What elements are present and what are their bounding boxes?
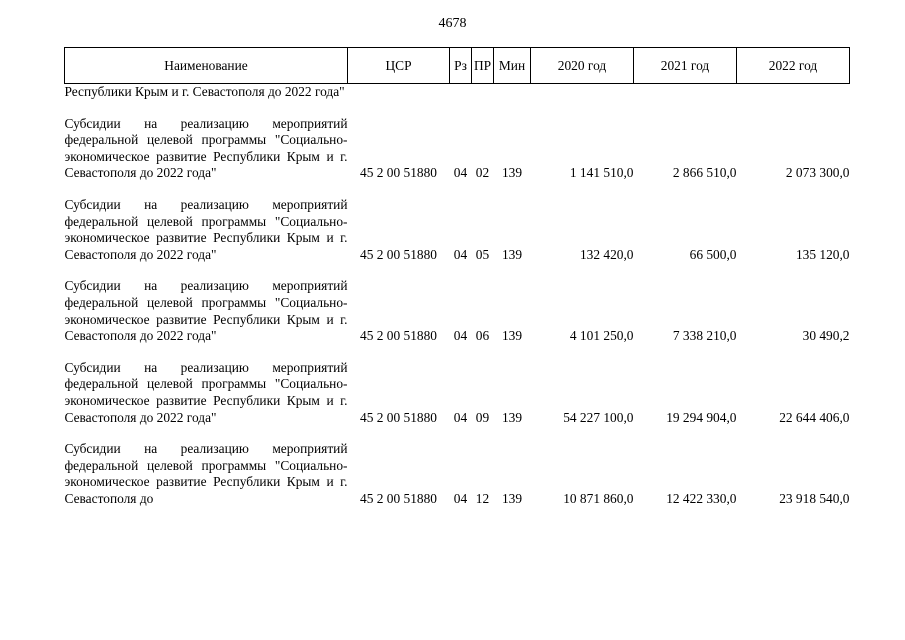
continuation-row	[65, 84, 850, 101]
row-name: Субсидии на реализацию мероприятий федеральной целевой программы "Социально-экономическое развитие Республики Крым и г. Севастополя до 2022 года"	[64, 115, 348, 181]
row-csr: 45 2 00 51880	[360, 165, 437, 181]
row-min: 139	[501, 165, 523, 181]
row-name: Субсидии на реализацию мероприятий федеральной целевой программы "Социально-экономическое развитие Республики Крым и г. Севастополя до 2022 года"	[64, 196, 348, 262]
row-rz: 04	[453, 328, 468, 344]
row-rz: 04	[453, 490, 468, 506]
row-2021: 7 338 210,0	[672, 328, 737, 344]
row-min: 139	[501, 246, 523, 262]
row-2020: 54 227 100,0	[563, 409, 634, 425]
row-2020: 4 101 250,0	[569, 328, 634, 344]
row-min: 139	[501, 409, 523, 425]
row-name: Субсидии на реализацию мероприятий федеральной целевой программы "Социально-экономическое развитие Республики Крым и г. Севастополя до 2022 года"	[64, 359, 348, 425]
row-pr: 05	[475, 246, 490, 262]
row-2020: 1 141 510,0	[569, 165, 634, 181]
row-csr: 45 2 00 51880	[360, 246, 437, 262]
row-rz: 04	[453, 165, 468, 181]
header-2020: 2020 год	[531, 48, 634, 84]
row-2022: 23 918 540,0	[779, 490, 850, 506]
row-2020: 10 871 860,0	[563, 490, 634, 506]
table-row	[65, 441, 850, 507]
row-pr: 06	[475, 328, 490, 344]
row-2022: 135 120,0	[795, 246, 850, 262]
header-name: Наименование	[65, 48, 348, 84]
header-pr: ПР	[472, 48, 494, 84]
row-2022: 30 490,2	[802, 328, 850, 344]
row-2020: 132 420,0	[579, 246, 634, 262]
row-name: Субсидии на реализацию мероприятий федеральной целевой программы "Социально-экономическое развитие Республики Крым и г. Севастополя до	[64, 441, 348, 506]
table-row	[65, 278, 850, 344]
row-pr: 02	[475, 165, 490, 181]
page-number: 4678	[438, 16, 467, 31]
continuation-text: Республики Крым и г. Севастополя до 2022 года"	[64, 84, 345, 99]
header-csr: ЦСР	[348, 48, 450, 84]
budget-table	[64, 47, 850, 507]
row-pr: 09	[475, 409, 490, 425]
row-2021: 66 500,0	[689, 246, 737, 262]
row-csr: 45 2 00 51880	[360, 409, 437, 425]
row-pr: 12	[475, 490, 490, 506]
header-2021: 2021 год	[634, 48, 737, 84]
row-2021: 2 866 510,0	[672, 165, 737, 181]
row-min: 139	[501, 490, 523, 506]
header-rz: Рз	[450, 48, 472, 84]
table-row	[65, 116, 850, 182]
row-2021: 12 422 330,0	[666, 490, 737, 506]
row-min: 139	[501, 328, 523, 344]
row-2021: 19 294 904,0	[666, 409, 737, 425]
row-name: Субсидии на реализацию мероприятий федеральной целевой программы "Социально-экономическое развитие Республики Крым и г. Севастополя до 2022 года"	[64, 278, 348, 344]
row-rz: 04	[453, 409, 468, 425]
row-2022: 2 073 300,0	[785, 165, 850, 181]
row-rz: 04	[453, 246, 468, 262]
row-csr: 45 2 00 51880	[360, 490, 437, 506]
table-row	[65, 360, 850, 426]
table-row	[65, 197, 850, 263]
row-2022: 22 644 406,0	[779, 409, 850, 425]
header-2022: 2022 год	[737, 48, 850, 84]
header-min: Мин	[494, 48, 531, 84]
row-csr: 45 2 00 51880	[360, 328, 437, 344]
table-header-row	[65, 48, 850, 84]
